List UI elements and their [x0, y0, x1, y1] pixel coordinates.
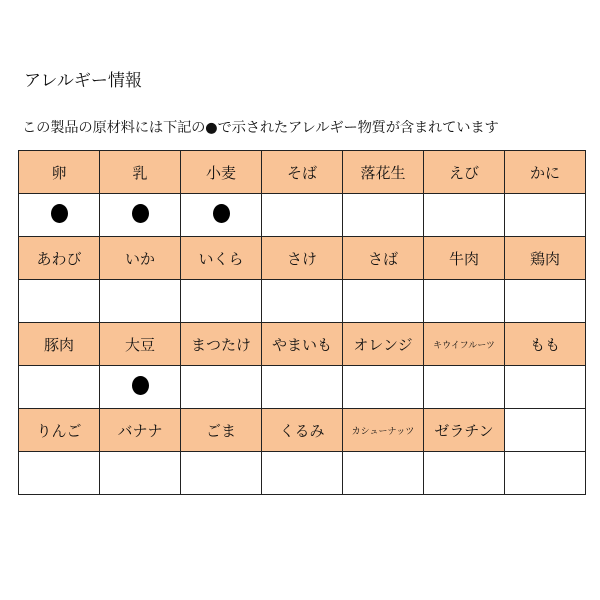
allergen-mark-cell [100, 366, 181, 409]
allergen-mark-cell [424, 452, 505, 495]
allergen-name-cell: まつたけ [181, 323, 262, 366]
allergen-name-row [19, 237, 586, 280]
allergen-name-cell: 乳 [100, 151, 181, 194]
allergen-name-cell: いか [100, 237, 181, 280]
allergen-name-cell: りんご [19, 409, 100, 452]
allergen-name-cell: 鶏肉 [505, 237, 586, 280]
allergen-mark-cell [343, 194, 424, 237]
allergen-name-cell: あわび [19, 237, 100, 280]
allergen-name-cell: 落花生 [343, 151, 424, 194]
allergen-mark-cell [262, 280, 343, 323]
allergen-mark-cell [19, 366, 100, 409]
allergen-mark-cell [262, 194, 343, 237]
allergen-name-cell: キウイフルーツ [424, 323, 505, 366]
allergen-mark-cell [19, 280, 100, 323]
allergen-name-cell: くるみ [262, 409, 343, 452]
allergen-mark-cell [19, 452, 100, 495]
allergen-mark-cell [100, 194, 181, 237]
allergen-mark-cell [505, 452, 586, 495]
allergen-mark-cell [343, 366, 424, 409]
allergen-mark-row [19, 452, 586, 495]
allergen-name-cell: いくら [181, 237, 262, 280]
allergen-mark-row [19, 366, 586, 409]
page-title: アレルギー情報 [24, 71, 142, 91]
allergen-mark-cell [100, 452, 181, 495]
allergen-mark-cell [505, 194, 586, 237]
allergen-mark-cell [181, 452, 262, 495]
allergen-name-row [19, 409, 586, 452]
allergen-mark-cell [19, 194, 100, 237]
contains-dot-icon [51, 204, 68, 223]
allergen-name-cell: ごま [181, 409, 262, 452]
allergen-name-cell: かに [505, 151, 586, 194]
allergen-mark-cell [262, 366, 343, 409]
allergen-name-cell: えび [424, 151, 505, 194]
allergen-name-row [19, 151, 586, 194]
allergen-notice: この製品の原材料には下記の●で示されたアレルギー物質が含まれています [22, 120, 499, 136]
allergen-table [18, 150, 586, 495]
allergen-mark-cell [181, 280, 262, 323]
allergen-name-cell [505, 409, 586, 452]
allergen-name-cell: さば [343, 237, 424, 280]
allergen-mark-cell [424, 366, 505, 409]
allergen-name-cell: オレンジ [343, 323, 424, 366]
allergen-mark-cell [424, 194, 505, 237]
allergen-name-cell: そば [262, 151, 343, 194]
allergen-mark-cell [181, 194, 262, 237]
allergen-name-cell: 豚肉 [19, 323, 100, 366]
allergen-mark-row [19, 280, 586, 323]
allergen-mark-row [19, 194, 586, 237]
allergen-name-cell: 牛肉 [424, 237, 505, 280]
contains-dot-icon [132, 204, 149, 223]
contains-dot-icon [132, 376, 149, 395]
allergen-name-cell: バナナ [100, 409, 181, 452]
allergen-mark-cell [343, 452, 424, 495]
allergen-name-cell: さけ [262, 237, 343, 280]
allergen-name-cell: もも [505, 323, 586, 366]
allergen-name-cell: 大豆 [100, 323, 181, 366]
allergen-name-cell: カシューナッツ [343, 409, 424, 452]
allergen-mark-cell [505, 366, 586, 409]
allergen-name-row [19, 323, 586, 366]
allergen-mark-cell [424, 280, 505, 323]
allergen-name-cell: 卵 [19, 151, 100, 194]
allergen-mark-cell [505, 280, 586, 323]
allergen-name-cell: ゼラチン [424, 409, 505, 452]
allergen-name-cell: 小麦 [181, 151, 262, 194]
allergen-name-cell: やまいも [262, 323, 343, 366]
allergen-mark-cell [343, 280, 424, 323]
contains-dot-icon [213, 204, 230, 223]
allergen-mark-cell [262, 452, 343, 495]
allergen-mark-cell [181, 366, 262, 409]
allergen-mark-cell [100, 280, 181, 323]
